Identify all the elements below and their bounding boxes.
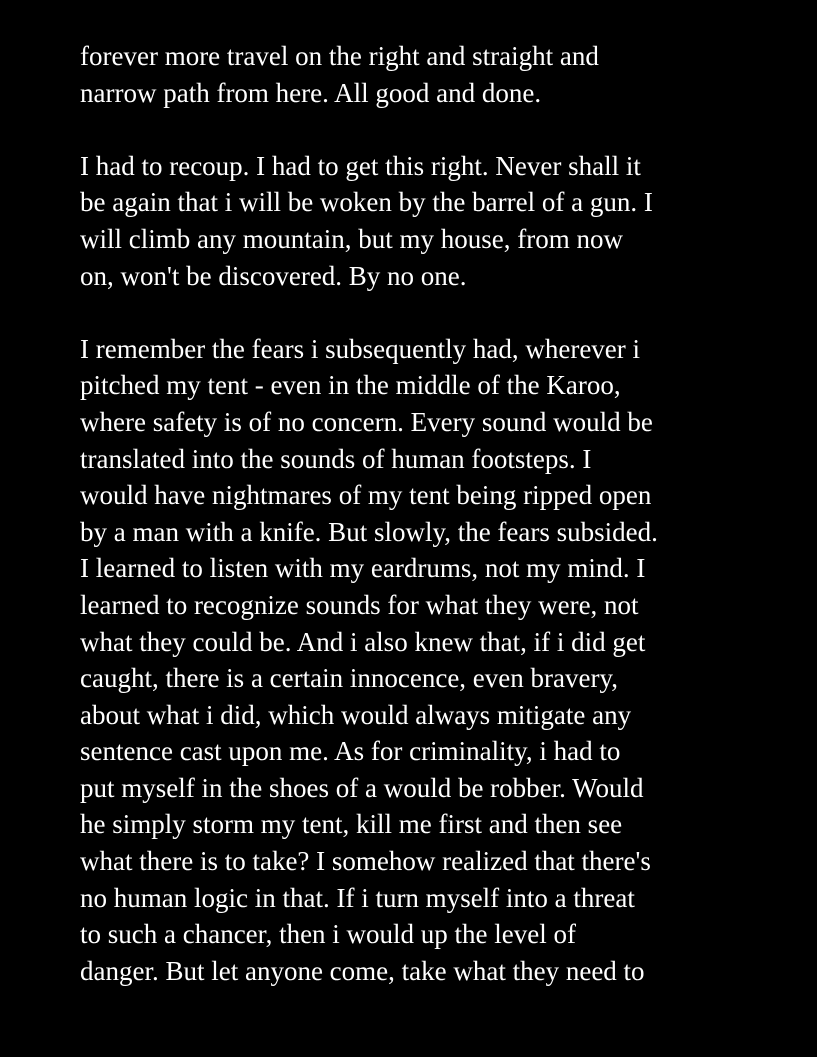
text-line: what they could be. And i also knew that, if i did get	[80, 626, 646, 657]
text-line: will climb any mountain, but my house, from now	[80, 223, 623, 254]
text-line: I learned to listen with my eardrums, not my mind. I	[80, 553, 646, 584]
text-line: where safety is of no concern. Every sound would be	[80, 406, 653, 437]
text-line: I had to recoup. I had to get this right. Never shall it	[80, 150, 641, 181]
text-line: by a man with a knife. But slowly, the fears subsided.	[80, 516, 658, 547]
text-line: to such a chancer, then i would up the level of	[80, 919, 577, 950]
paragraph-2	[80, 148, 780, 294]
text-line: be again that i will be woken by the barrel of a gun. I	[80, 187, 653, 218]
text-line: caught, there is a certain innocence, even bravery,	[80, 663, 618, 694]
text-line: sentence cast upon me. As for criminality, i had to	[80, 736, 621, 767]
text-line: forever more travel on the right and straight and	[80, 41, 599, 71]
text-line: on, won't be discovered. By no one.	[80, 260, 467, 291]
body-text	[80, 38, 780, 1026]
text-line: would have nightmares of my tent being ripped open	[80, 480, 652, 511]
text-line: learned to recognize sounds for what they were, not	[80, 589, 639, 620]
text-line: about what i did, which would always mitigate any	[80, 699, 632, 730]
text-line: I remember the fears i subsequently had, wherever i	[80, 333, 641, 364]
text-line: he simply storm my tent, kill me first and then see	[80, 809, 623, 840]
text-line: danger. But let anyone come, take what they need to	[80, 955, 645, 986]
text-line: what there is to take? I somehow realized that there's	[80, 846, 651, 877]
paragraph-1	[80, 38, 780, 111]
text-line: put myself in the shoes of a would be robber. Would	[80, 772, 644, 803]
text-line: no human logic in that. If i turn myself into a threat	[80, 882, 635, 913]
text-line: pitched my tent - even in the middle of the Karoo,	[80, 370, 621, 401]
paragraph-3	[80, 331, 780, 990]
text-line: translated into the sounds of human footsteps. I	[80, 443, 592, 474]
text-line: narrow path from here. All good and done.	[80, 77, 542, 108]
